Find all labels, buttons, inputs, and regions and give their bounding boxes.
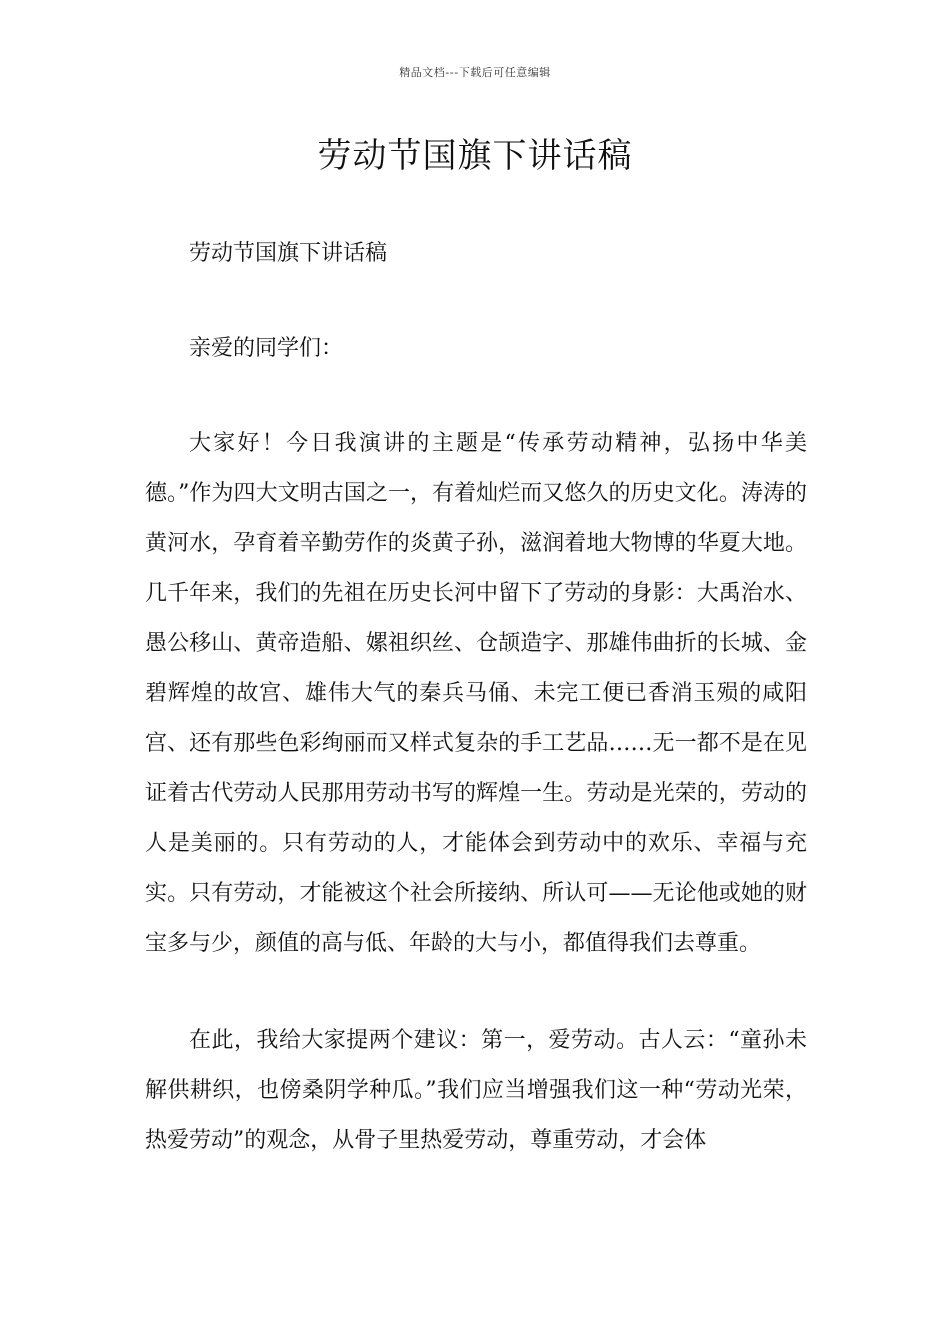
paragraph-subtitle: 劳动节国旗下讲话稿 <box>189 241 388 266</box>
document-title: 劳动节国旗下讲话稿 <box>317 136 633 176</box>
paragraph-body-1: 大家好！今日我演讲的主题是“传承劳动精神，弘扬中华美德。”作为四大文明古国之一，有着灿烂而又悠久的历史文化。涛涛的黄河水，孕育着辛勤劳作的炎黄子孙，滋润着地大物博的华夏大地。几千年来，我们的先祖在历史长河中留下了劳动的身影：大禹治水、愚公移山、黄帝造船、嫘祖织丝、仓颉造字、那雄伟曲折的长城、金碧辉煌的故宫、雄伟大气的秦兵马俑、未完工便已香消玉殒的咸阳宫、还有那些色彩绚丽而又样式复杂的手工艺品……无一都不是在见证着古代劳动人民那用劳动书写的辉煌一生。劳动是光荣的，劳动的人是美丽的。只有劳动的人，才能体会到劳动中的欢乐、幸福与充实。只有劳动，才能被这个社会所接纳、所认可——无论他或她的财宝多与少，颜值的高与低、年龄的大与小，都值得我们去尊重。 <box>145 431 807 956</box>
paragraph-salutation: 亲爱的同学们： <box>189 336 344 361</box>
header-note: 精品文档---下载后可任意编辑 <box>399 66 551 79</box>
document-body <box>145 229 807 1166</box>
paragraph-body-2: 在此，我给大家提两个建议：第一，爱劳动。古人云：“童孙未解供耕织，也傍桑阴学种瓜。”我们应当增强我们这一种“劳动光荣，热爱劳动”的观念，从骨子里热爱劳动，尊重劳动，才会体 <box>145 1028 807 1153</box>
